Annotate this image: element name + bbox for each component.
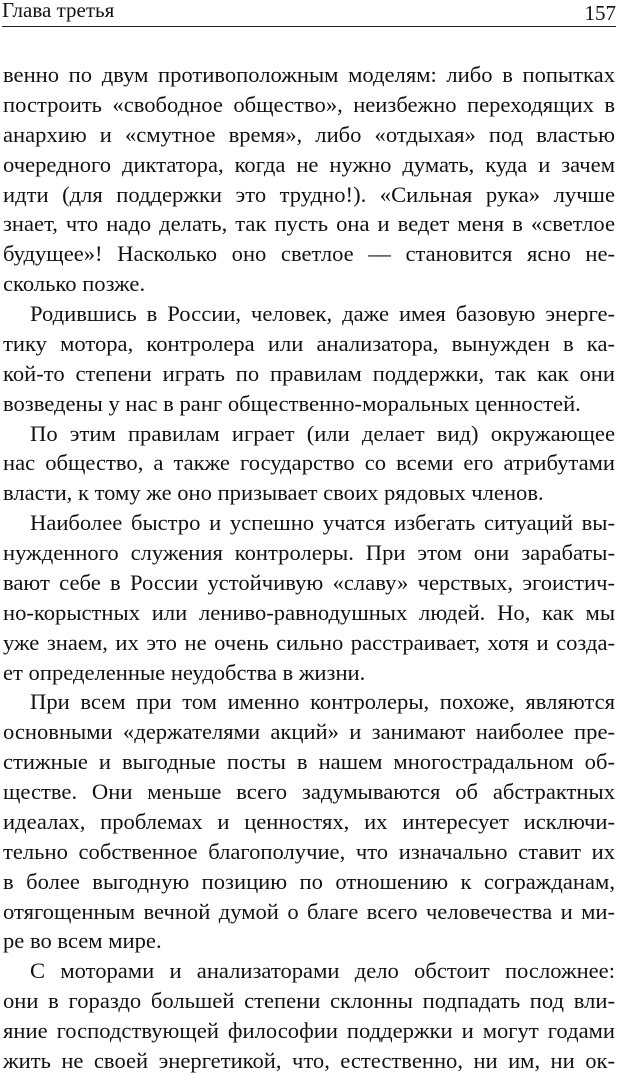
- text-line: они в гораздо большей степени склонны подпадать под вли-: [3, 988, 615, 1014]
- page-number: 157: [584, 1, 616, 25]
- text-line: в более выгодную позицию по отношению к согражданам,: [3, 868, 615, 894]
- body-text: [3, 60, 615, 1076]
- paragraph: [3, 419, 615, 509]
- text-line: Родившись в России, человек, даже имея базовую энерге-: [30, 301, 615, 326]
- text-line: но-корыстных или лениво-равнодушных людей. Но, как мы: [3, 599, 615, 625]
- text-line: идеалах, проблемах и ценностях, их интересует исключи-: [3, 808, 615, 834]
- paragraph: [3, 956, 615, 1076]
- text-line: тельно собственное благополучие, что изначально ставит их: [3, 838, 615, 864]
- text-line: стижные и выгодные посты в нашем многострадальном об-: [3, 749, 615, 775]
- text-line: нужденного служения контролеры. При этом они зарабаты-: [3, 540, 615, 565]
- text-line: будущее»! Насколько оно светлое — становится ясно не-: [3, 241, 615, 267]
- text-line: уже знаем, их это не очень сильно расстраивает, хотя и созда-: [3, 629, 615, 655]
- text-line: Наиболее быстро и успешно учатся избегать ситуаций вы-: [30, 510, 615, 536]
- text-line: очередного диктатора, когда не нужно думать, куда и зачем: [3, 151, 615, 177]
- text-line: жить не своей энергетикой, что, естественно, ни им, ни ок-: [3, 1047, 615, 1073]
- paragraph: [3, 687, 615, 956]
- text-line: отягощенным вечной думой о благе всего человечества и ми-: [3, 898, 615, 924]
- text-line: построить «свободное общество», неизбежно переходящих в: [3, 91, 615, 117]
- text-line: вают себе в России устойчивую «славу» черствых, эгоистич-: [3, 569, 615, 595]
- text-line: ществе. Они меньше всего задумываются об абстрактных: [3, 779, 615, 804]
- text-line: При всем при том именно контролеры, похоже, являются: [30, 689, 615, 715]
- text-line: нас общество, а также государство со всеми его атрибутами: [3, 450, 615, 476]
- text-line: По этим правилам играет (или делает вид) окружающее: [30, 420, 615, 446]
- text-line: власти, к тому же оно призывает своих рядовых членов.: [3, 480, 544, 506]
- paragraph: [3, 299, 615, 419]
- text-line: кой-то степени играть по правилам поддержки, так как они: [3, 360, 615, 386]
- text-line: венно по двум противоположным моделям: либо в попытках: [3, 62, 615, 87]
- text-line: сколько позже.: [3, 271, 146, 297]
- text-line: основными «держателями акций» и занимают наиболее пре-: [3, 719, 615, 745]
- text-line: С моторами и анализаторами дело обстоит посложнее:: [30, 958, 615, 984]
- text-line: ет определенные неудобства в жизни.: [3, 659, 366, 685]
- chapter-title: Глава третья: [2, 0, 115, 22]
- running-header: [2, 0, 616, 27]
- paragraph: [3, 508, 615, 687]
- text-line: тику мотора, контролера или анализатора, вынужден в ка-: [3, 330, 615, 356]
- text-line: возведены у нас в ранг общественно-моральных ценностей.: [3, 390, 581, 416]
- paragraph: [3, 60, 615, 299]
- text-line: яние господствующей философии поддержки и могут годами: [3, 1018, 615, 1043]
- text-line: ре во всем мире.: [3, 928, 162, 954]
- text-line: анархию и «смутное время», либо «отдыхая» под властью: [3, 121, 615, 147]
- text-line: идти (для поддержки это трудно!). «Сильная рука» лучше: [3, 181, 615, 207]
- text-line: знает, что надо делать, так пусть она и ведет меня в «светлое: [3, 211, 615, 237]
